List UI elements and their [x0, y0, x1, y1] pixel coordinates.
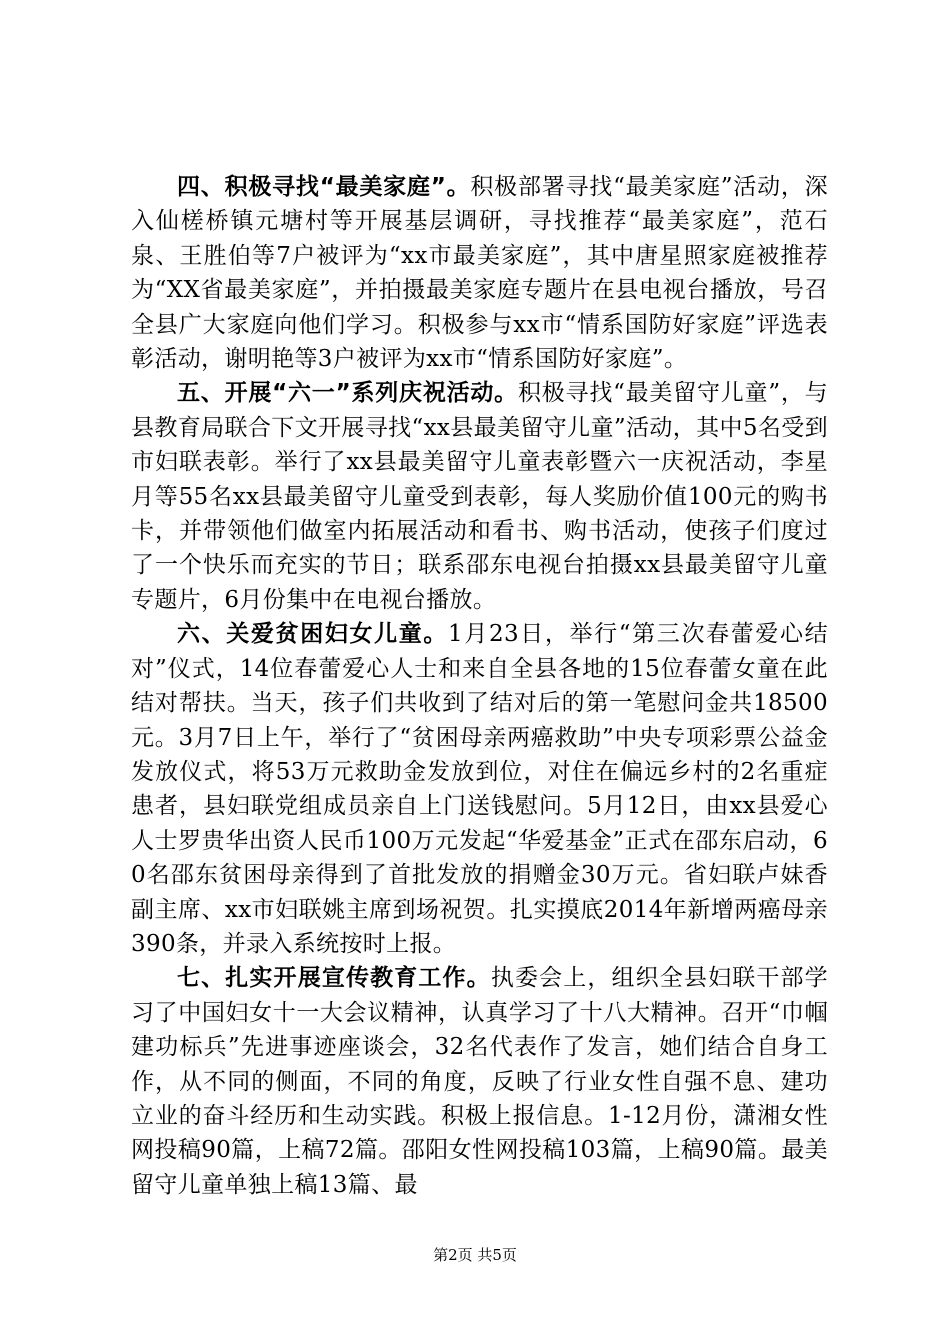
- paragraph-text: 积极部署寻找“最美家庭”活动，深入仙槎桥镇元塘村等开展基层调研，寻找推荐“最美家庭”，范石泉、王胜伯等7户被评为“xx市最美家庭”，其中唐星照家庭被推荐为“XX省最美家庭”，并拍摄最美家庭专题片在县电视台播放，号召全县广大家庭向他们学习。积极参与xx市“情系国防好家庭”评选表彰活动，谢明艳等3户被评为xx市“情系国防好家庭”。: [131, 174, 828, 373]
- paragraph-4: [131, 170, 828, 376]
- paragraph-text: 积极寻找“最美留守儿童”，与县教育局联合下文开展寻找“xx县最美留守儿童”活动，其中5名受到市妇联表彰。举行了xx县最美留守儿童表彰暨六一庆祝活动，李星月等55名xx县最美留守儿童受到表彰，每人奖励价值100元的购书卡，并带领他们做室内拓展活动和看书、购书活动，使孩子们度过了一个快乐而充实的节日；联系邵东电视台拍摄xx县最美留守儿童专题片，6月份集中在电视台播放。: [131, 380, 829, 613]
- paragraph-5: [131, 376, 828, 617]
- paragraph-text: 1月23日，举行“第三次春蕾爱心结对”仪式，14位春蕾爱心人士和来自全县各地的15位春蕾女童在此结对帮扶。当天，孩子们共收到了结对后的第一笔慰问金共18500元。3月7日上午，举行了“贫困母亲两癌救助”中央专项彩票公益金发放仪式，将53万元救助金发放到位，对住在偏远乡村的2名重症患者，县妇联党组成员亲自上门送钱慰问。5月12日，由xx县爱心人士罗贵华出资人民币100万元发起“华爱基金”正式在邵东启动，60名邵东贫困母亲得到了首批发放的捐赠金30万元。省妇联卢妹香副主席、xx市妇联姚主席到场祝贺。扎实摸底2014年新增两癌母亲390条，并录入系统按时上报。: [131, 621, 828, 957]
- paragraph-text: 执委会上，组织全县妇联干部学习了中国妇女十一大会议精神，认真学习了十八大精神。召开“巾帼建功标兵”先进事迹座谈会，32名代表作了发言，她们结合自身工作，从不同的侧面，不同的角度，反映了行业女性自强不息、建功立业的奋斗经历和生动实践。积极上报信息。1-12月份，潇湘女性网投稿90篇，上稿72篇。邵阳女性网投稿103篇，上稿90篇。最美留守儿童单独上稿13篇、最: [131, 965, 828, 1198]
- document-body: [131, 170, 828, 1202]
- paragraph-7: [131, 961, 828, 1202]
- paragraph-heading: 七、扎实开展宣传教育工作。: [177, 965, 491, 992]
- paragraph-heading: 六、关爱贫困妇女儿童。: [177, 621, 449, 648]
- paragraph-heading: 四、积极寻找“最美家庭”。: [177, 174, 471, 200]
- page-number-footer: 第2页 共5页: [433, 1246, 517, 1264]
- paragraph-6: [131, 617, 828, 961]
- paragraph-heading: 五、开展“六一”系列庆祝活动。: [177, 380, 518, 407]
